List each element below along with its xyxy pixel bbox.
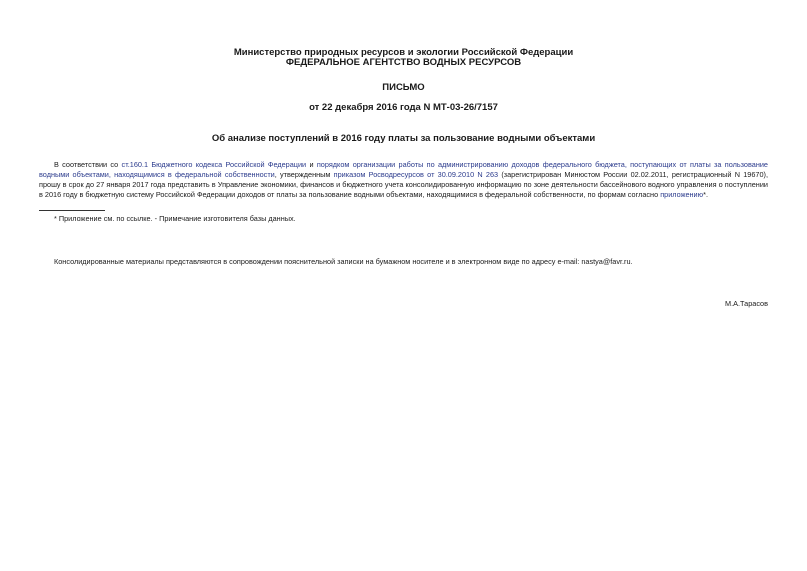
document-type: ПИСЬМО (382, 82, 425, 93)
admin-procedure-link[interactable]: порядком организации работы по администрированию доходов федерального бюджета, поступающих от платы за пользование водными объектами, находящимися в федеральной собственности (39, 160, 768, 179)
main-paragraph (39, 160, 768, 200)
paragraph-text: и (306, 160, 317, 169)
agency-name: ФЕДЕРАЛЬНОЕ АГЕНТСТВО ВОДНЫХ РЕСУРСОВ (285, 57, 522, 68)
ministry-name: Министерство природных ресурсов и экологии Российской Федерации (233, 47, 574, 58)
signatory-name: М.А.Тарасов (725, 299, 768, 308)
paragraph-text: (зарегистрирован Минюстом России 02.02.2011, регистрационный N 19670), прошу в срок до 27 января 2017 года представить в Управление экономики, финансов и бюджетного учета консолидированную информацию по зоне деятельности бассейнового водного управления о поступлении в 2016 году в бюджетную систему Российской Федерации доходов от платы за пользование водными объектами, находящимися в федеральной собственности, по формам согласно (39, 170, 768, 199)
second-paragraph: Консолидированные материалы представляются в сопровождении пояснительной записки на бумажном носителе и в электронном виде по адресу e-mail: nastya@favr.ru. (54, 257, 633, 266)
footnote-divider (39, 210, 105, 211)
rosvodresursy-order-link[interactable]: приказом Росводресурсов от 30.09.2010 N 263 (333, 170, 499, 179)
budget-code-link[interactable]: ст.160.1 Бюджетного кодекса Российской Федерации (121, 160, 307, 169)
footnote: * Приложение см. по ссылке. - Примечание изготовителя базы данных. (54, 214, 296, 223)
document-date-number: от 22 декабря 2016 года N МТ-03-26/7157 (309, 102, 498, 113)
appendix-link[interactable]: приложению (660, 190, 704, 199)
document-subject: Об анализе поступлений в 2016 году платы за пользование водными объектами (211, 133, 596, 144)
paragraph-text: , утвержденным (274, 170, 334, 179)
paragraph-text: *. (703, 190, 708, 199)
paragraph-text: В соответствии со (54, 160, 122, 169)
